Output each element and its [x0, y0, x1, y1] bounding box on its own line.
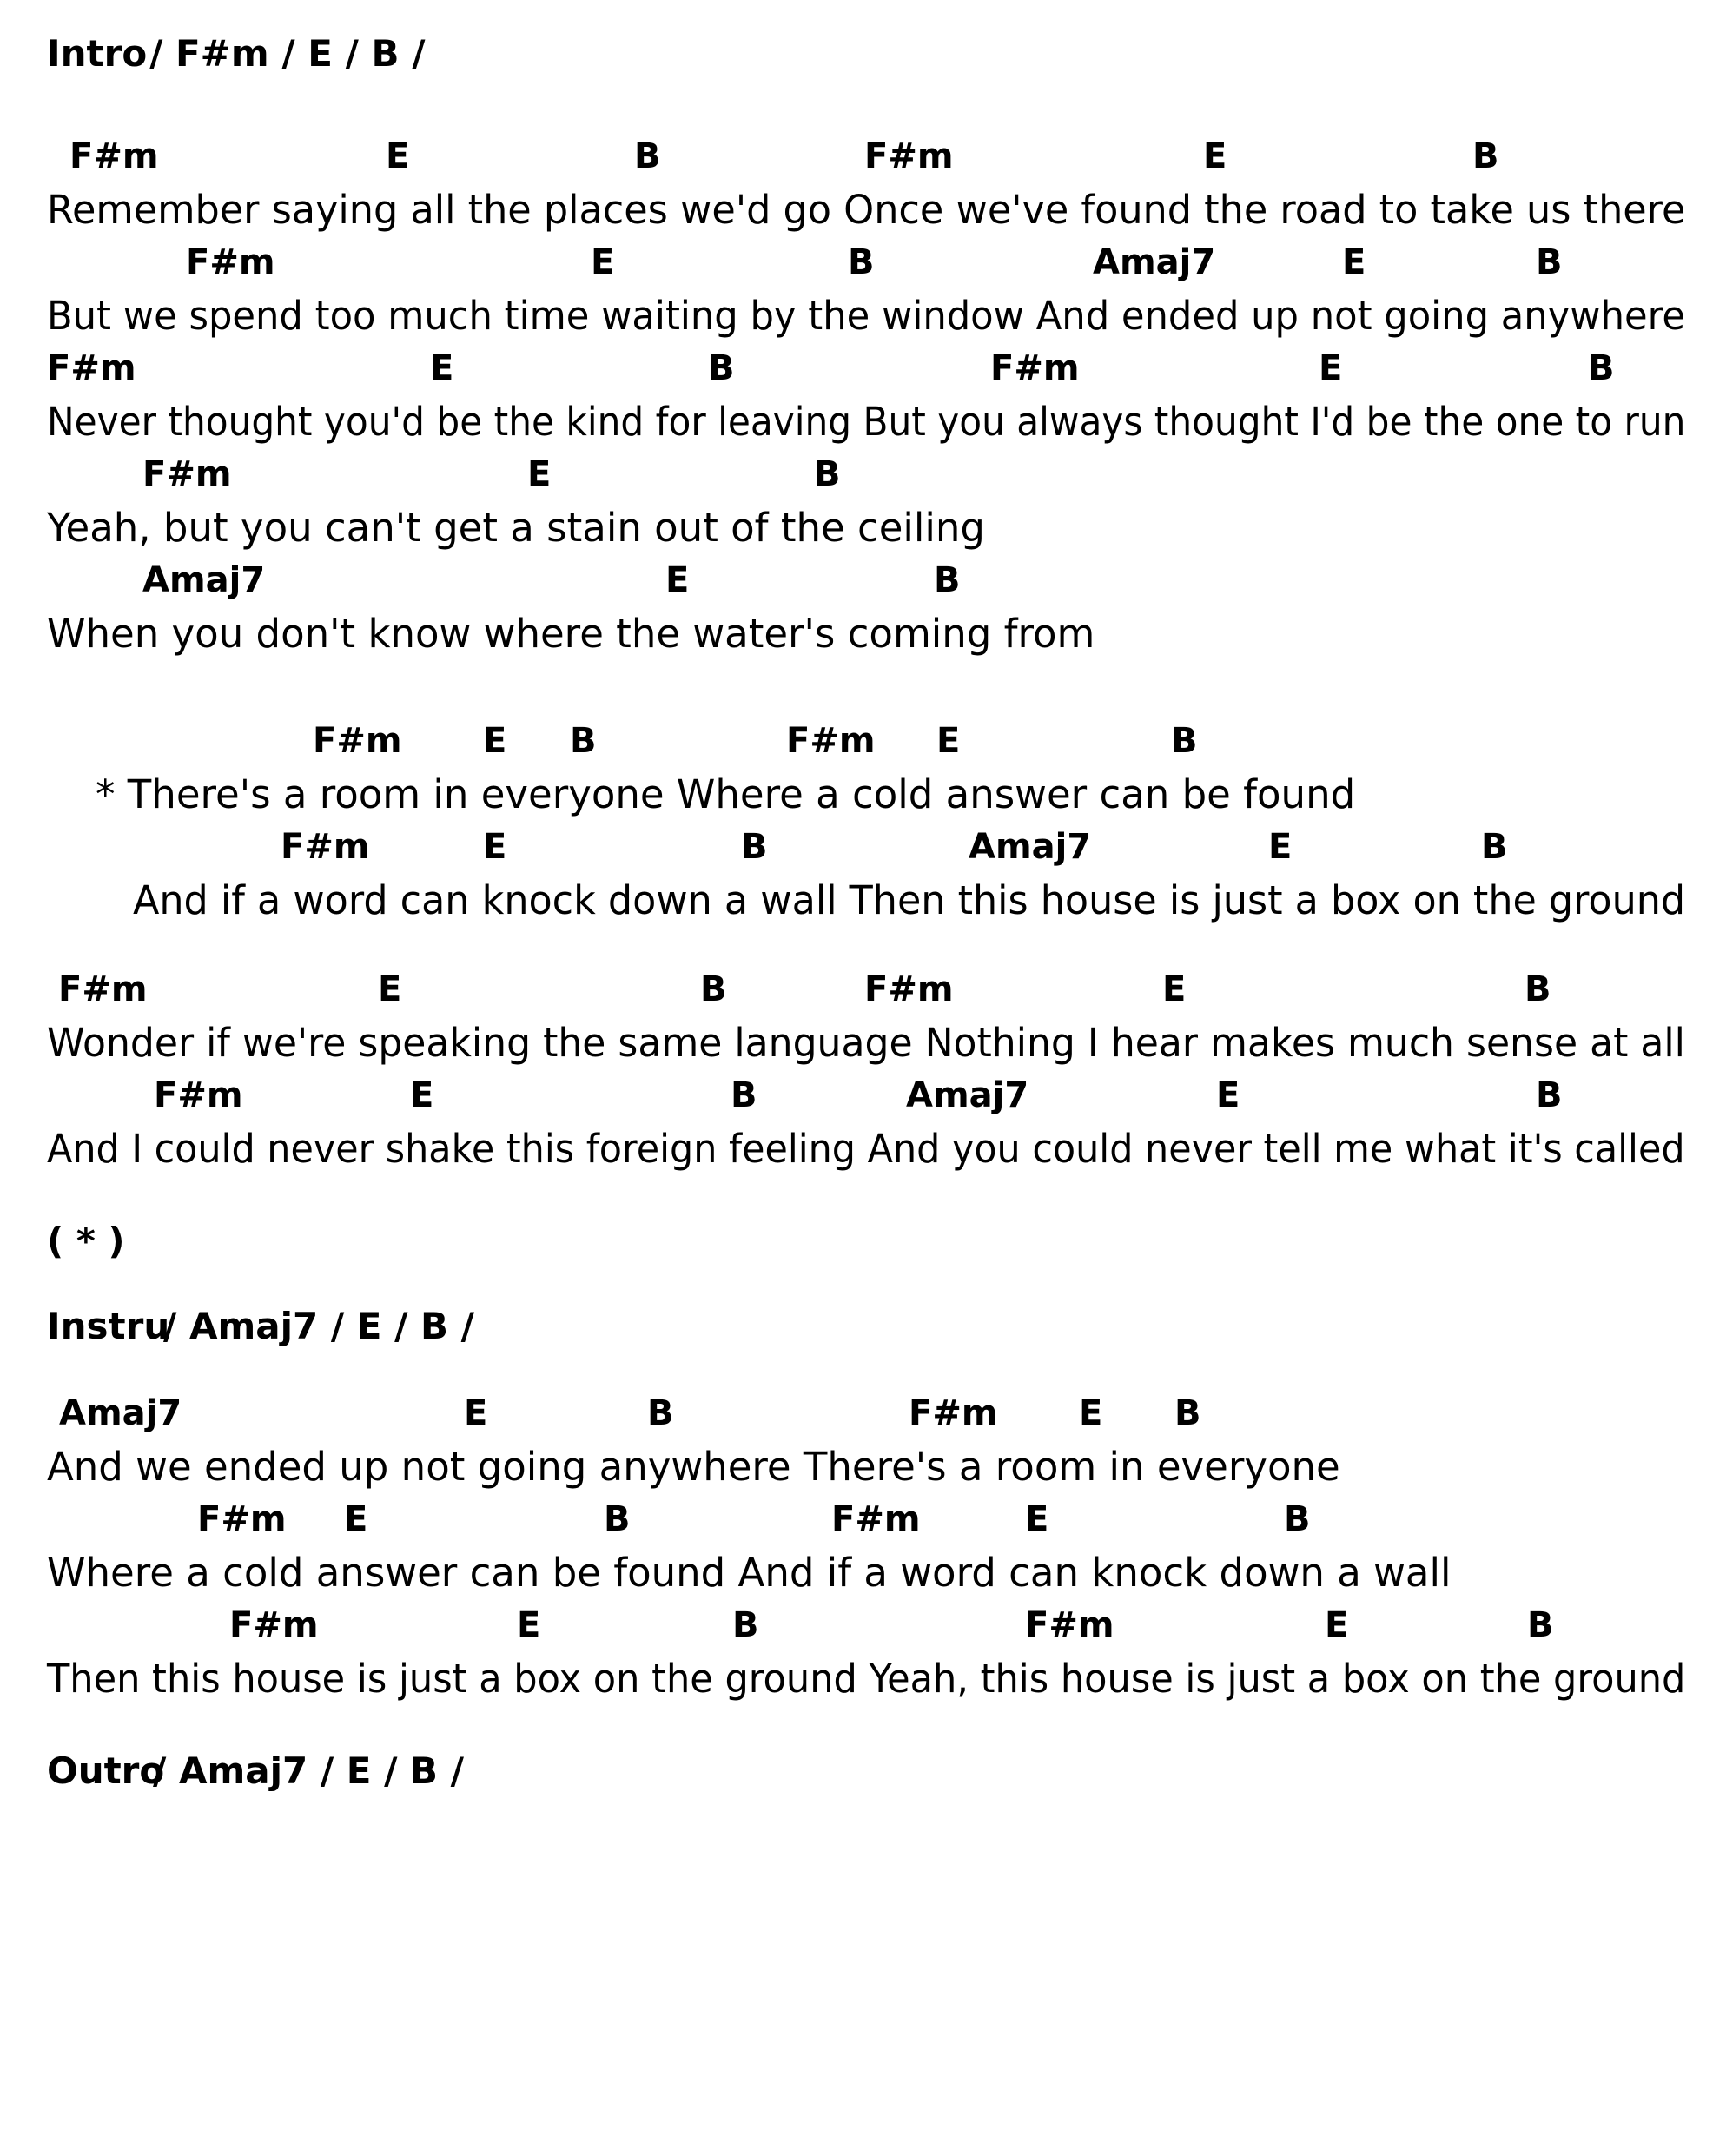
- outro-line: [0, 1744, 1713, 1798]
- chord: E: [344, 1499, 368, 1539]
- chord: B: [1481, 827, 1508, 867]
- lyric-line: [0, 874, 1713, 928]
- lyric-line: [0, 183, 1713, 237]
- chord-line: [0, 820, 1713, 874]
- chord: B: [1536, 1075, 1563, 1115]
- lyric-line: [0, 395, 1713, 449]
- chord: F#m: [786, 721, 876, 761]
- lyric: And I could never shake this foreign feeling And you could never tell me what it's called: [47, 1126, 1685, 1172]
- chord: E: [1319, 348, 1343, 388]
- chord: F#m: [197, 1499, 287, 1539]
- chord: F#m: [909, 1393, 998, 1433]
- chord: E: [1325, 1605, 1349, 1645]
- instru-label: Instru: [47, 1305, 170, 1347]
- chord: Amaj7: [142, 560, 266, 600]
- chord-line: [0, 1068, 1713, 1122]
- chord: B: [1284, 1499, 1311, 1539]
- intro-line: [0, 27, 1713, 81]
- chord: B: [570, 721, 597, 761]
- lyric: But we spend too much time waiting by the window And ended up not going anywhere: [47, 293, 1686, 339]
- chord: B: [1171, 721, 1198, 761]
- chord: E: [430, 348, 454, 388]
- chord: F#m: [154, 1075, 243, 1115]
- instru-chords: / Amaj7 / E / B /: [163, 1305, 475, 1347]
- intro-label: Intro: [47, 32, 148, 75]
- lyric-line: [0, 1652, 1713, 1706]
- chord: B: [708, 348, 735, 388]
- chord: E: [591, 242, 615, 282]
- chord: E: [378, 969, 402, 1009]
- chord: B: [731, 1075, 757, 1115]
- lyric: Then this house is just a box on the ground Yeah, this house is just a box on the ground: [47, 1656, 1686, 1702]
- intro-chords: / F#m / E / B /: [149, 32, 426, 75]
- lyric: And we ended up not going anywhere There's a room in everyone: [47, 1444, 1340, 1490]
- chord-line: [0, 341, 1713, 395]
- chord: E: [1203, 136, 1227, 176]
- chorus-repeat-line: [0, 1214, 1713, 1268]
- lyric-line: [0, 607, 1713, 661]
- chord: B: [1536, 242, 1563, 282]
- lyric-line: [0, 289, 1713, 343]
- chord: B: [1588, 348, 1615, 388]
- chord: E: [1079, 1393, 1103, 1433]
- chord: F#m: [1025, 1605, 1114, 1645]
- chord: E: [665, 560, 690, 600]
- lyric-line: [0, 1546, 1713, 1600]
- chord: B: [634, 136, 661, 176]
- chord: E: [527, 454, 552, 494]
- chord: E: [1342, 242, 1366, 282]
- chord: B: [604, 1499, 631, 1539]
- chord: F#m: [313, 721, 402, 761]
- outro-label: Outro: [47, 1749, 165, 1792]
- chord: F#m: [990, 348, 1080, 388]
- chorus-repeat-marker: ( * ): [47, 1220, 125, 1262]
- chord: E: [1268, 827, 1293, 867]
- chord: F#m: [58, 969, 148, 1009]
- chord: F#m: [864, 136, 954, 176]
- chord-line: [0, 1386, 1713, 1440]
- chord: B: [732, 1605, 759, 1645]
- chord: Amaj7: [59, 1393, 182, 1433]
- chord-line: [0, 553, 1713, 607]
- chord: B: [1472, 136, 1499, 176]
- chord-line: [0, 129, 1713, 183]
- outro-chords: / Amaj7 / E / B /: [153, 1749, 465, 1792]
- chord: B: [814, 454, 841, 494]
- chord: F#m: [229, 1605, 319, 1645]
- chord: B: [1527, 1605, 1554, 1645]
- chord: E: [517, 1605, 541, 1645]
- lyric-line: [0, 501, 1713, 555]
- chord: F#m: [864, 969, 954, 1009]
- chord: F#m: [831, 1499, 921, 1539]
- chord-line: [0, 1492, 1713, 1546]
- chord-line: [0, 714, 1713, 768]
- chord-line: [0, 447, 1713, 501]
- chord: B: [1525, 969, 1551, 1009]
- chord-line: [0, 1598, 1713, 1652]
- lyric: Remember saying all the places we'd go Once we've found the road to take us there: [47, 187, 1686, 233]
- lyric: When you don't know where the water's coming from: [47, 611, 1095, 657]
- chord: E: [936, 721, 961, 761]
- lyric: Yeah, but you can't get a stain out of the ceiling: [47, 505, 985, 551]
- chord: E: [1025, 1499, 1049, 1539]
- lyric-line: [0, 1122, 1713, 1176]
- instrumental-line: [0, 1300, 1713, 1353]
- chord: F#m: [281, 827, 370, 867]
- lyric: Where a cold answer can be found And if a word can knock down a wall: [47, 1550, 1452, 1596]
- chord: F#m: [186, 242, 275, 282]
- chord: E: [464, 1393, 488, 1433]
- chord: E: [386, 136, 410, 176]
- chord-line: [0, 235, 1713, 289]
- chord: Amaj7: [969, 827, 1092, 867]
- chord: B: [934, 560, 961, 600]
- chord: E: [410, 1075, 434, 1115]
- chord: F#m: [69, 136, 159, 176]
- chord: Amaj7: [1093, 242, 1216, 282]
- chord: F#m: [47, 348, 136, 388]
- lyric-line: [0, 1440, 1713, 1494]
- chord: F#m: [142, 454, 232, 494]
- chord: B: [1174, 1393, 1201, 1433]
- chord: E: [1216, 1075, 1240, 1115]
- lyric: * There's a room in everyone Where a cold answer can be found: [96, 771, 1356, 817]
- lyric: And if a word can knock down a wall Then this house is just a box on the ground: [133, 877, 1686, 923]
- chord: E: [483, 721, 507, 761]
- lyric: Never thought you'd be the kind for leaving But you always thought I'd be the one to run: [47, 399, 1686, 445]
- lyric: Wonder if we're speaking the same language Nothing I hear makes much sense at all: [47, 1020, 1685, 1066]
- chord: B: [741, 827, 768, 867]
- chord: Amaj7: [906, 1075, 1029, 1115]
- chord: B: [700, 969, 727, 1009]
- chord: E: [1162, 969, 1187, 1009]
- chord: B: [647, 1393, 674, 1433]
- chord: B: [848, 242, 875, 282]
- lyric-line: [0, 1016, 1713, 1070]
- lyric-line: [0, 768, 1713, 822]
- chord: E: [483, 827, 507, 867]
- chord-line: [0, 962, 1713, 1016]
